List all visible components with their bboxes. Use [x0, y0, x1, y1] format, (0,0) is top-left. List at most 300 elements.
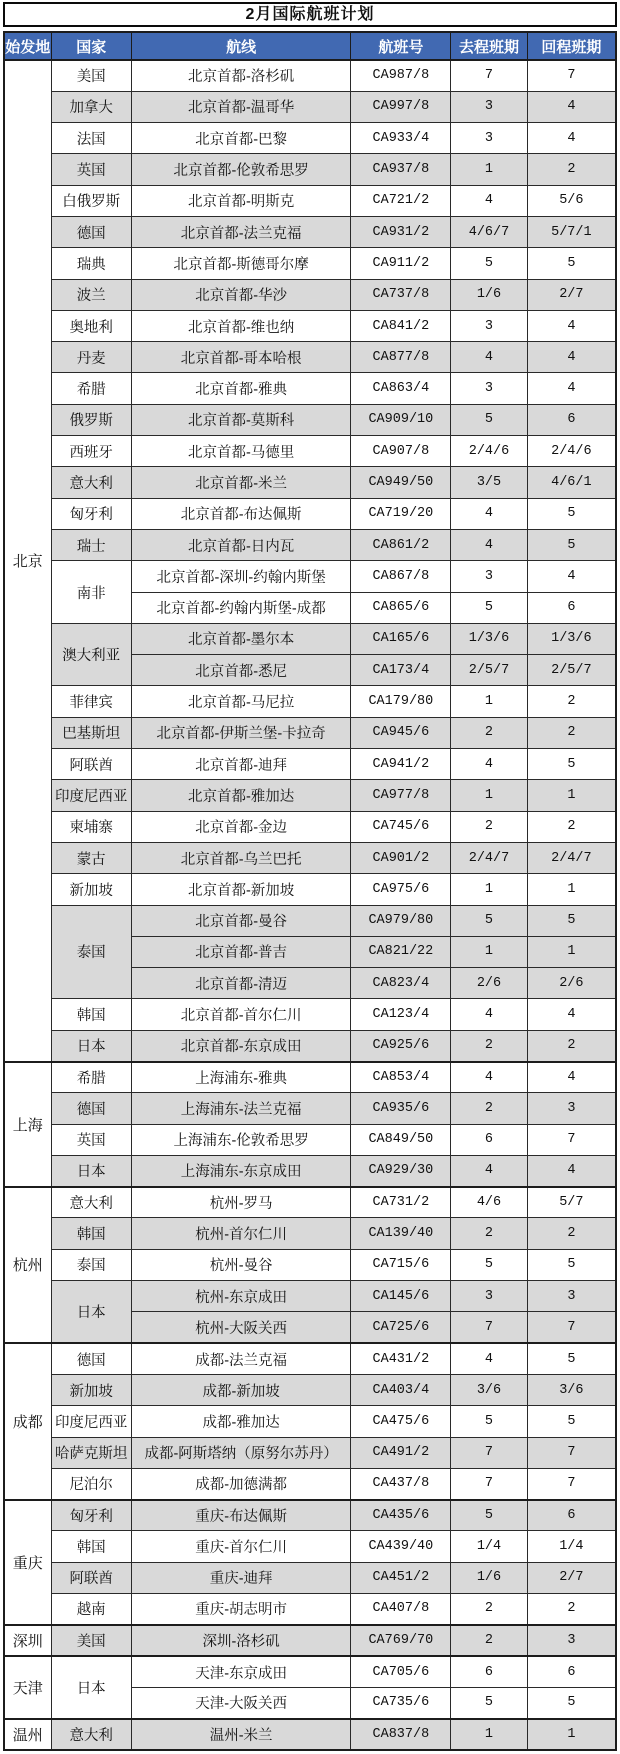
flight-number-cell: CA715/6 — [351, 1249, 451, 1280]
outbound-schedule-cell: 4 — [451, 1062, 528, 1093]
route-cell: 重庆-布达佩斯 — [131, 1500, 351, 1531]
flight-number-cell: CA139/40 — [351, 1218, 451, 1249]
return-schedule-cell: 2 — [527, 1218, 616, 1249]
flight-number-cell: CA945/6 — [351, 717, 451, 748]
flight-number-cell: CA849/50 — [351, 1124, 451, 1155]
column-header-country: 国家 — [51, 32, 131, 60]
column-header-outbound: 去程班期 — [451, 32, 528, 60]
return-schedule-cell: 2/4/6 — [527, 436, 616, 467]
route-cell: 北京首都-温哥华 — [131, 91, 351, 122]
table-row — [4, 1374, 616, 1405]
route-cell: 北京首都-日内瓦 — [131, 529, 351, 560]
outbound-schedule-cell: 5 — [451, 1687, 528, 1718]
return-schedule-cell: 5/6 — [527, 185, 616, 216]
table-row — [4, 436, 616, 467]
return-schedule-cell: 1/3/6 — [527, 623, 616, 654]
table-row — [4, 780, 616, 811]
route-cell: 杭州-东京成田 — [131, 1281, 351, 1312]
return-schedule-cell: 1 — [527, 936, 616, 967]
return-schedule-cell: 4 — [527, 373, 616, 404]
country-cell: 哈萨克斯坦 — [51, 1437, 131, 1468]
country-cell: 希腊 — [51, 373, 131, 404]
flight-number-cell: CA941/2 — [351, 749, 451, 780]
flight-number-cell: CA987/8 — [351, 60, 451, 91]
outbound-schedule-cell: 2 — [451, 811, 528, 842]
table-row — [4, 1187, 616, 1218]
country-cell: 意大利 — [51, 467, 131, 498]
return-schedule-cell: 4 — [527, 123, 616, 154]
flight-number-cell: CA997/8 — [351, 91, 451, 122]
return-schedule-cell: 3 — [527, 1625, 616, 1656]
return-schedule-cell: 1 — [527, 780, 616, 811]
table-row — [4, 1343, 616, 1374]
origin-cell: 深圳 — [4, 1625, 51, 1656]
route-cell: 重庆-迪拜 — [131, 1562, 351, 1593]
return-schedule-cell: 6 — [527, 404, 616, 435]
table-row — [4, 1625, 616, 1656]
table-row — [4, 498, 616, 529]
country-cell: 日本 — [51, 1281, 131, 1344]
outbound-schedule-cell: 2 — [451, 1594, 528, 1625]
outbound-schedule-cell: 3 — [451, 1281, 528, 1312]
return-schedule-cell: 7 — [527, 1124, 616, 1155]
outbound-schedule-cell: 4 — [451, 529, 528, 560]
return-schedule-cell: 2/7 — [527, 279, 616, 310]
route-cell: 北京首都-巴黎 — [131, 123, 351, 154]
route-cell: 北京首都-哥本哈根 — [131, 342, 351, 373]
origin-cell: 上海 — [4, 1062, 51, 1187]
route-cell: 重庆-胡志明市 — [131, 1594, 351, 1625]
outbound-schedule-cell: 1/6 — [451, 279, 528, 310]
route-cell: 北京首都-普吉 — [131, 936, 351, 967]
column-header-origin: 始发地 — [4, 32, 51, 60]
outbound-schedule-cell: 2/6 — [451, 968, 528, 999]
table-row — [4, 342, 616, 373]
flight-number-cell: CA735/6 — [351, 1687, 451, 1718]
outbound-schedule-cell: 4 — [451, 498, 528, 529]
return-schedule-cell: 2 — [527, 1594, 616, 1625]
header-row — [4, 32, 616, 60]
route-cell: 北京首都-维也纳 — [131, 310, 351, 341]
return-schedule-cell: 5 — [527, 498, 616, 529]
flight-number-cell: CA931/2 — [351, 216, 451, 247]
return-schedule-cell: 5 — [527, 1249, 616, 1280]
country-cell: 新加坡 — [51, 874, 131, 905]
outbound-schedule-cell: 3 — [451, 561, 528, 592]
return-schedule-cell: 2/7 — [527, 1562, 616, 1593]
table-row — [4, 1656, 616, 1687]
table-row — [4, 686, 616, 717]
country-cell: 波兰 — [51, 279, 131, 310]
country-cell: 韩国 — [51, 1531, 131, 1562]
route-cell: 杭州-罗马 — [131, 1187, 351, 1218]
route-cell: 天津-东京成田 — [131, 1656, 351, 1687]
return-schedule-cell: 4 — [527, 342, 616, 373]
country-cell: 德国 — [51, 1343, 131, 1374]
return-schedule-cell: 4/6/1 — [527, 467, 616, 498]
flight-number-cell: CA769/70 — [351, 1625, 451, 1656]
flight-number-cell: CA861/2 — [351, 529, 451, 560]
return-schedule-cell: 6 — [527, 1500, 616, 1531]
return-schedule-cell: 2/5/7 — [527, 655, 616, 686]
outbound-schedule-cell: 4 — [451, 1343, 528, 1374]
route-cell: 杭州-大阪关西 — [131, 1312, 351, 1343]
column-header-flight: 航班号 — [351, 32, 451, 60]
table-row — [4, 467, 616, 498]
country-cell: 越南 — [51, 1594, 131, 1625]
outbound-schedule-cell: 1/6 — [451, 1562, 528, 1593]
route-cell: 北京首都-雅加达 — [131, 780, 351, 811]
flight-number-cell: CA731/2 — [351, 1187, 451, 1218]
outbound-schedule-cell: 7 — [451, 1312, 528, 1343]
route-cell: 北京首都-伊斯兰堡-卡拉奇 — [131, 717, 351, 748]
route-cell: 上海浦东-东京成田 — [131, 1155, 351, 1186]
country-cell: 柬埔寨 — [51, 811, 131, 842]
flight-number-cell: CA123/4 — [351, 999, 451, 1030]
flight-number-cell: CA165/6 — [351, 623, 451, 654]
outbound-schedule-cell: 4 — [451, 185, 528, 216]
flight-number-cell: CA911/2 — [351, 248, 451, 279]
route-cell: 深圳-洛杉矶 — [131, 1625, 351, 1656]
flight-number-cell: CA837/8 — [351, 1719, 451, 1750]
return-schedule-cell: 2 — [527, 1030, 616, 1061]
route-cell: 杭州-首尔仁川 — [131, 1218, 351, 1249]
country-cell: 奥地利 — [51, 310, 131, 341]
country-cell: 尼泊尔 — [51, 1468, 131, 1499]
outbound-schedule-cell: 2/5/7 — [451, 655, 528, 686]
table-row — [4, 1531, 616, 1562]
route-cell: 北京首都-约翰内斯堡-成都 — [131, 592, 351, 623]
return-schedule-cell: 5/7 — [527, 1187, 616, 1218]
outbound-schedule-cell: 5 — [451, 248, 528, 279]
route-cell: 上海浦东-伦敦希思罗 — [131, 1124, 351, 1155]
route-cell: 北京首都-华沙 — [131, 279, 351, 310]
return-schedule-cell: 4 — [527, 1062, 616, 1093]
column-header-return: 回程班期 — [527, 32, 616, 60]
flight-number-cell: CA725/6 — [351, 1312, 451, 1343]
outbound-schedule-cell: 3 — [451, 91, 528, 122]
outbound-schedule-cell: 7 — [451, 60, 528, 91]
route-cell: 北京首都-马尼拉 — [131, 686, 351, 717]
route-cell: 北京首都-洛杉矶 — [131, 60, 351, 91]
outbound-schedule-cell: 5 — [451, 1500, 528, 1531]
route-cell: 北京首都-明斯克 — [131, 185, 351, 216]
outbound-schedule-cell: 2 — [451, 1093, 528, 1124]
outbound-schedule-cell: 4 — [451, 999, 528, 1030]
route-cell: 重庆-首尔仁川 — [131, 1531, 351, 1562]
country-cell: 意大利 — [51, 1719, 131, 1750]
route-cell: 北京首都-马德里 — [131, 436, 351, 467]
table-row — [4, 1562, 616, 1593]
country-cell: 美国 — [51, 60, 131, 91]
route-cell: 上海浦东-雅典 — [131, 1062, 351, 1093]
flight-number-cell: CA823/4 — [351, 968, 451, 999]
table-row — [4, 1062, 616, 1093]
route-cell: 成都-雅加达 — [131, 1406, 351, 1437]
country-cell: 德国 — [51, 216, 131, 247]
flight-number-cell: CA145/6 — [351, 1281, 451, 1312]
country-cell: 阿联酋 — [51, 1562, 131, 1593]
route-cell: 北京首都-东京成田 — [131, 1030, 351, 1061]
flight-number-cell: CA933/4 — [351, 123, 451, 154]
country-cell: 日本 — [51, 1030, 131, 1061]
flight-number-cell: CA437/8 — [351, 1468, 451, 1499]
outbound-schedule-cell: 3/6 — [451, 1374, 528, 1405]
flight-number-cell: CA949/50 — [351, 467, 451, 498]
route-cell: 北京首都-乌兰巴托 — [131, 842, 351, 873]
outbound-schedule-cell: 4/6/7 — [451, 216, 528, 247]
outbound-schedule-cell: 5 — [451, 905, 528, 936]
country-cell: 法国 — [51, 123, 131, 154]
outbound-schedule-cell: 5 — [451, 592, 528, 623]
flight-number-cell: CA977/8 — [351, 780, 451, 811]
country-cell: 英国 — [51, 154, 131, 185]
return-schedule-cell: 7 — [527, 1312, 616, 1343]
flight-number-cell: CA451/2 — [351, 1562, 451, 1593]
outbound-schedule-cell: 4 — [451, 749, 528, 780]
flight-number-cell: CA841/2 — [351, 310, 451, 341]
table-row — [4, 404, 616, 435]
table-row — [4, 1406, 616, 1437]
return-schedule-cell: 4 — [527, 310, 616, 341]
route-cell: 天津-大阪关西 — [131, 1687, 351, 1718]
flight-number-cell: CA721/2 — [351, 185, 451, 216]
country-cell: 南非 — [51, 561, 131, 624]
country-cell: 印度尼西亚 — [51, 780, 131, 811]
table-row — [4, 310, 616, 341]
origin-cell: 温州 — [4, 1719, 51, 1750]
outbound-schedule-cell: 7 — [451, 1437, 528, 1468]
outbound-schedule-cell: 1/3/6 — [451, 623, 528, 654]
route-cell: 北京首都-新加坡 — [131, 874, 351, 905]
flight-number-cell: CA491/2 — [351, 1437, 451, 1468]
country-cell: 美国 — [51, 1625, 131, 1656]
outbound-schedule-cell: 6 — [451, 1124, 528, 1155]
table-row — [4, 1218, 616, 1249]
origin-cell: 重庆 — [4, 1500, 51, 1625]
table-row — [4, 529, 616, 560]
flight-number-cell: CA821/22 — [351, 936, 451, 967]
return-schedule-cell: 2 — [527, 154, 616, 185]
outbound-schedule-cell: 1/4 — [451, 1531, 528, 1562]
table-row — [4, 1500, 616, 1531]
table-row — [4, 279, 616, 310]
country-cell: 俄罗斯 — [51, 404, 131, 435]
country-cell: 加拿大 — [51, 91, 131, 122]
route-cell: 温州-米兰 — [131, 1719, 351, 1750]
outbound-schedule-cell: 2 — [451, 1030, 528, 1061]
table-row — [4, 749, 616, 780]
outbound-schedule-cell: 4 — [451, 1155, 528, 1186]
route-cell: 杭州-曼谷 — [131, 1249, 351, 1280]
country-cell: 韩国 — [51, 999, 131, 1030]
country-cell: 西班牙 — [51, 436, 131, 467]
return-schedule-cell: 5 — [527, 248, 616, 279]
country-cell: 丹麦 — [51, 342, 131, 373]
table-row — [4, 842, 616, 873]
flight-number-cell: CA863/4 — [351, 373, 451, 404]
table-row — [4, 216, 616, 247]
flight-number-cell: CA439/40 — [351, 1531, 451, 1562]
flight-number-cell: CA173/4 — [351, 655, 451, 686]
route-cell: 北京首都-清迈 — [131, 968, 351, 999]
outbound-schedule-cell: 2 — [451, 1218, 528, 1249]
outbound-schedule-cell: 6 — [451, 1656, 528, 1687]
flight-number-cell: CA719/20 — [351, 498, 451, 529]
return-schedule-cell: 4 — [527, 999, 616, 1030]
country-cell: 瑞士 — [51, 529, 131, 560]
country-cell: 德国 — [51, 1093, 131, 1124]
country-cell: 白俄罗斯 — [51, 185, 131, 216]
route-cell: 北京首都-首尔仁川 — [131, 999, 351, 1030]
table-row — [4, 60, 616, 91]
return-schedule-cell: 5 — [527, 749, 616, 780]
outbound-schedule-cell: 2/4/6 — [451, 436, 528, 467]
country-cell: 泰国 — [51, 1249, 131, 1280]
flight-number-cell: CA737/8 — [351, 279, 451, 310]
flight-number-cell: CA745/6 — [351, 811, 451, 842]
table-row — [4, 1281, 616, 1312]
table-row — [4, 717, 616, 748]
return-schedule-cell: 5 — [527, 905, 616, 936]
return-schedule-cell: 3 — [527, 1093, 616, 1124]
outbound-schedule-cell: 1 — [451, 936, 528, 967]
route-cell: 成都-新加坡 — [131, 1374, 351, 1405]
flight-number-cell: CA901/2 — [351, 842, 451, 873]
route-cell: 北京首都-米兰 — [131, 467, 351, 498]
outbound-schedule-cell: 2 — [451, 1625, 528, 1656]
route-cell: 上海浦东-法兰克福 — [131, 1093, 351, 1124]
table-row — [4, 154, 616, 185]
origin-cell: 杭州 — [4, 1187, 51, 1343]
outbound-schedule-cell: 1 — [451, 874, 528, 905]
country-cell: 日本 — [51, 1155, 131, 1186]
flight-number-cell: CA407/8 — [351, 1594, 451, 1625]
outbound-schedule-cell: 5 — [451, 1249, 528, 1280]
country-cell: 阿联酋 — [51, 749, 131, 780]
country-cell: 希腊 — [51, 1062, 131, 1093]
table-row — [4, 999, 616, 1030]
column-header-route: 航线 — [131, 32, 351, 60]
return-schedule-cell: 7 — [527, 60, 616, 91]
outbound-schedule-cell: 2 — [451, 717, 528, 748]
table-row — [4, 91, 616, 122]
origin-cell: 北京 — [4, 60, 51, 1062]
route-cell: 北京首都-曼谷 — [131, 905, 351, 936]
flight-table-body — [4, 60, 616, 1750]
route-cell: 北京首都-迪拜 — [131, 749, 351, 780]
outbound-schedule-cell: 3/5 — [451, 467, 528, 498]
table-row — [4, 623, 616, 654]
table-row — [4, 905, 616, 936]
return-schedule-cell: 5 — [527, 1343, 616, 1374]
flight-number-cell: CA935/6 — [351, 1093, 451, 1124]
outbound-schedule-cell: 4 — [451, 342, 528, 373]
return-schedule-cell: 1 — [527, 874, 616, 905]
return-schedule-cell: 2 — [527, 717, 616, 748]
flight-number-cell: CA179/80 — [351, 686, 451, 717]
country-cell: 英国 — [51, 1124, 131, 1155]
return-schedule-cell: 3/6 — [527, 1374, 616, 1405]
country-cell: 意大利 — [51, 1187, 131, 1218]
table-row — [4, 561, 616, 592]
route-cell: 成都-加德满都 — [131, 1468, 351, 1499]
country-cell: 泰国 — [51, 905, 131, 999]
return-schedule-cell: 4 — [527, 561, 616, 592]
route-cell: 北京首都-金边 — [131, 811, 351, 842]
return-schedule-cell: 5 — [527, 1406, 616, 1437]
flight-number-cell: CA853/4 — [351, 1062, 451, 1093]
flight-number-cell: CA705/6 — [351, 1656, 451, 1687]
table-row — [4, 1468, 616, 1499]
table-row — [4, 1594, 616, 1625]
return-schedule-cell: 2 — [527, 811, 616, 842]
flight-schedule-table — [3, 31, 617, 1751]
table-row — [4, 1030, 616, 1061]
route-cell: 成都-阿斯塔纳（原努尔苏丹） — [131, 1437, 351, 1468]
country-cell: 新加坡 — [51, 1374, 131, 1405]
return-schedule-cell: 4 — [527, 91, 616, 122]
flight-number-cell: CA937/8 — [351, 154, 451, 185]
flight-number-cell: CA907/8 — [351, 436, 451, 467]
return-schedule-cell: 1/4 — [527, 1531, 616, 1562]
table-row — [4, 248, 616, 279]
table-row — [4, 1124, 616, 1155]
outbound-schedule-cell: 3 — [451, 310, 528, 341]
outbound-schedule-cell: 3 — [451, 373, 528, 404]
route-cell: 北京首都-伦敦希思罗 — [131, 154, 351, 185]
table-row — [4, 373, 616, 404]
flight-number-cell: CA865/6 — [351, 592, 451, 623]
country-cell: 印度尼西亚 — [51, 1406, 131, 1437]
return-schedule-cell: 3 — [527, 1281, 616, 1312]
table-row — [4, 874, 616, 905]
outbound-schedule-cell: 4/6 — [451, 1187, 528, 1218]
flight-number-cell: CA925/6 — [351, 1030, 451, 1061]
table-row — [4, 123, 616, 154]
outbound-schedule-cell: 2/4/7 — [451, 842, 528, 873]
return-schedule-cell: 1 — [527, 1719, 616, 1750]
route-cell: 北京首都-悉尼 — [131, 655, 351, 686]
return-schedule-cell: 4 — [527, 1155, 616, 1186]
country-cell: 匈牙利 — [51, 1500, 131, 1531]
country-cell: 匈牙利 — [51, 498, 131, 529]
flight-number-cell: CA909/10 — [351, 404, 451, 435]
page-title: 2月国际航班计划 — [3, 2, 617, 27]
return-schedule-cell: 7 — [527, 1437, 616, 1468]
country-cell: 日本 — [51, 1656, 131, 1719]
outbound-schedule-cell: 1 — [451, 154, 528, 185]
flight-number-cell: CA929/30 — [351, 1155, 451, 1186]
route-cell: 北京首都-布达佩斯 — [131, 498, 351, 529]
country-cell: 韩国 — [51, 1218, 131, 1249]
country-cell: 蒙古 — [51, 842, 131, 873]
outbound-schedule-cell: 3 — [451, 123, 528, 154]
outbound-schedule-cell: 7 — [451, 1468, 528, 1499]
return-schedule-cell: 6 — [527, 592, 616, 623]
origin-cell: 成都 — [4, 1343, 51, 1499]
outbound-schedule-cell: 5 — [451, 404, 528, 435]
route-cell: 北京首都-墨尔本 — [131, 623, 351, 654]
return-schedule-cell: 5 — [527, 529, 616, 560]
table-row — [4, 185, 616, 216]
table-row — [4, 811, 616, 842]
return-schedule-cell: 7 — [527, 1468, 616, 1499]
return-schedule-cell: 2/4/7 — [527, 842, 616, 873]
return-schedule-cell: 2/6 — [527, 968, 616, 999]
flight-number-cell: CA403/4 — [351, 1374, 451, 1405]
return-schedule-cell: 2 — [527, 686, 616, 717]
